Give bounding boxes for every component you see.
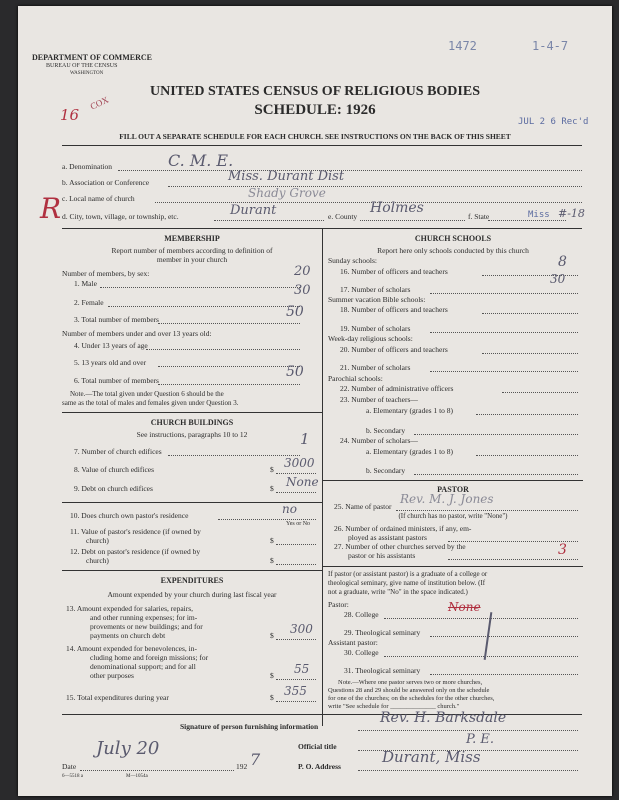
q28-value: None — [448, 600, 481, 614]
date-value: July 20 — [96, 738, 160, 759]
q27-line — [448, 559, 578, 560]
q2-label: 2. Female — [74, 298, 104, 307]
year-prefix: 192 — [236, 762, 248, 771]
stamp-code: 1-4-7 — [532, 39, 569, 53]
q24b-line — [414, 474, 578, 475]
sunday-label: Sunday schools: — [328, 256, 377, 265]
q7-line — [168, 455, 300, 456]
q15-dollar: $ — [270, 693, 274, 702]
q8-dollar: $ — [270, 465, 274, 474]
q8-value: 3000 — [284, 456, 315, 470]
q29-line — [430, 636, 578, 637]
q24a-line — [476, 455, 578, 456]
form-title: UNITED STATES CENSUS OF RELIGIOUS BODIES — [149, 84, 480, 99]
schools-rule — [323, 480, 583, 481]
expenditures-sub: Amount expended by your church during last fiscal year — [107, 590, 277, 599]
pastor-note-1: Note.—Where one pastor serves two or more churches, — [338, 679, 483, 686]
q3-line — [158, 323, 300, 324]
q30-line — [384, 656, 578, 657]
official-title-label: Official title — [298, 742, 337, 751]
local-name-line — [155, 202, 582, 203]
q1-label: 1. Male — [74, 279, 97, 288]
denomination-value: C. M. E. — [168, 151, 234, 170]
state-code: #-18 — [558, 207, 585, 220]
q3-value: 50 — [286, 304, 304, 320]
q27-value: 3 — [558, 542, 567, 558]
q8-line — [276, 473, 316, 474]
city-heading: WASHINGTON — [70, 71, 104, 76]
q20-label: 20. Number of officers and teachers — [340, 345, 448, 354]
local-name-value: Shady Grove — [248, 186, 326, 200]
q14-label-4: other purposes — [90, 671, 134, 680]
q6-label: 6. Total number of members — [74, 376, 159, 385]
grad-text-3: not a graduate, write "No" in the space indicated.) — [328, 588, 468, 596]
q4-label: 4. Under 13 years of age — [74, 341, 148, 350]
q23a-line — [476, 414, 578, 415]
q30-label: 30. College — [344, 648, 379, 657]
county-line — [360, 220, 465, 221]
form-number-1: 6—5518 a — [62, 774, 83, 779]
q14-value: 55 — [294, 662, 310, 676]
q11-dollar: $ — [270, 536, 274, 545]
header-rule — [62, 145, 582, 146]
membership-rule — [62, 412, 322, 413]
year-digit: 7 — [250, 750, 261, 769]
q19-label: 19. Number of scholars — [340, 324, 411, 333]
q31-label: 31. Theological seminary — [344, 666, 421, 675]
bureau-heading: BUREAU OF THE CENSUS — [46, 63, 118, 69]
schools-heading: CHURCH SCHOOLS — [414, 234, 492, 243]
form-number-2: M—1054a — [126, 774, 148, 779]
grad-text-1: If pastor (or assistant pastor) is a graduate of a college or — [328, 570, 488, 578]
q27-label-1: 27. Number of other churches served by the — [334, 542, 466, 551]
membership-note-1: Note.—The total given under Question 6 should be the — [70, 390, 224, 398]
pastor-note-2: Questions 28 and 29 should be answered only on the schedule — [328, 687, 490, 694]
q22-label: 22. Number of administrative officers — [340, 384, 454, 393]
city-value: Durant — [230, 203, 277, 218]
q28-line — [384, 618, 578, 619]
q13-label-3: provements or new buildings; and for — [90, 622, 203, 631]
q14-label-2: cluding home and foreign missions; for — [90, 653, 209, 662]
q16-label: 16. Number of officers and teachers — [340, 267, 448, 276]
q17-line — [430, 293, 578, 294]
membership-heading: MEMBERSHIP — [164, 234, 220, 243]
q11-line — [276, 544, 316, 545]
q20-line — [482, 353, 578, 354]
asst-label: Assistant pastor: — [328, 638, 378, 647]
q23b-label: b. Secondary — [366, 426, 406, 435]
pastor-sub-label: Pastor: — [328, 600, 349, 609]
summer-label: Summer vacation Bible schools: — [328, 295, 426, 304]
association-line — [168, 186, 582, 187]
q7-value: 1 — [300, 430, 310, 448]
q26-label-1: 26. Number of ordained ministers, if any, em- — [334, 524, 472, 533]
by-sex-label: Number of members, by sex: — [62, 269, 150, 278]
q12-label-2: church) — [86, 556, 109, 565]
q13-value: 300 — [290, 622, 313, 636]
q24-label: 24. Number of scholars— — [340, 436, 418, 445]
city-line — [214, 220, 324, 221]
pastor-heading: PASTOR — [437, 485, 469, 494]
official-title-value: P. E. — [466, 732, 494, 747]
q12-dollar: $ — [270, 556, 274, 565]
q9-dollar: $ — [270, 484, 274, 493]
state-label: f. State — [468, 212, 490, 221]
membership-intro-2: member in your church — [156, 255, 228, 264]
date-label: Date — [62, 762, 77, 771]
state-line — [488, 220, 566, 221]
q10-value: no — [282, 502, 297, 516]
weekday-label: Week-day religious schools: — [328, 334, 413, 343]
q2-line — [108, 306, 300, 307]
pastor-note-4: write "See schedule for ______________ church." — [328, 703, 460, 710]
buildings-heading: CHURCH BUILDINGS — [150, 418, 234, 427]
q25-note: (If church has no pastor, write "None") — [398, 512, 508, 520]
q14-dollar: $ — [270, 671, 274, 680]
q13-label-2: and other running expenses; for im- — [90, 613, 198, 622]
q23a-label: a. Elementary (grades 1 to 8) — [366, 406, 454, 415]
handwritten-16: 16 — [60, 106, 80, 124]
buildings-sub: See instructions, paragraphs 10 to 12 — [136, 430, 248, 439]
q14-label-1: 14. Amount expended for benevolences, in- — [66, 644, 198, 653]
q25-label: 25. Name of pastor — [334, 502, 392, 511]
q19-line — [430, 332, 578, 333]
q12-line — [276, 564, 316, 565]
q3-label: 3. Total number of members — [74, 315, 159, 324]
association-label: b. Association or Conference — [62, 178, 150, 187]
q5-label: 5. 13 years old and over — [74, 358, 147, 367]
state-value: Miss — [528, 210, 550, 220]
q28-label: 28. College — [344, 610, 379, 619]
yes-no-hint: Yes or No — [286, 521, 311, 527]
q12-label-1: 12. Debt on pastor's residence (if owned by — [70, 547, 201, 556]
column-divider — [322, 228, 323, 726]
q13-dollar: $ — [270, 631, 274, 640]
q14-label-3: denominational support; and for all — [90, 662, 196, 671]
membership-note-2: same as the total of males and females given under Question 3. — [62, 399, 239, 407]
q24a-label: a. Elementary (grades 1 to 8) — [366, 447, 454, 456]
q23b-line — [414, 434, 578, 435]
q27-label-2: pastor or his assistants — [348, 551, 416, 560]
handwritten-r: R — [40, 192, 62, 225]
buildings-rule-2 — [62, 570, 322, 571]
schools-sub: Report here only schools conducted by this church — [377, 246, 529, 255]
denomination-line — [118, 170, 582, 171]
q31-line — [430, 674, 578, 675]
q9-label: 9. Debt on church edifices — [74, 484, 153, 493]
q29-label: 29. Theological seminary — [344, 628, 421, 637]
q1-line — [100, 287, 300, 288]
q21-label: 21. Number of scholars — [340, 363, 411, 372]
q18-line — [482, 313, 578, 314]
census-schedule-page — [18, 6, 612, 796]
q5-line — [158, 366, 300, 367]
local-name-label: c. Local name of church — [62, 194, 135, 203]
q9-value: None — [286, 475, 319, 489]
form-subtitle: SCHEDULE: 1926 — [254, 102, 376, 118]
denomination-label: a. Denomination — [62, 162, 112, 171]
po-address-line — [358, 770, 578, 771]
cox-mark: COX — [88, 94, 111, 112]
q17-value: 30 — [550, 272, 566, 286]
q24b-label: b. Secondary — [366, 466, 406, 475]
q21-line — [430, 371, 578, 372]
q6-value: 50 — [286, 364, 304, 380]
membership-intro-1: Report number of members according to definition of — [111, 246, 273, 255]
expenditures-heading: EXPENDITURES — [160, 576, 224, 585]
q15-value: 355 — [284, 684, 307, 698]
q9-line — [276, 492, 316, 493]
pastor-note-3: for one of the churches; on the schedules for the other churches, — [328, 695, 495, 702]
association-value: Miss. Durant Dist — [228, 169, 345, 184]
dept-heading: DEPARTMENT OF COMMERCE — [32, 53, 153, 62]
q26-label-2: ployed as assistant pastors — [348, 533, 427, 542]
q18-label: 18. Number of officers and teachers — [340, 305, 448, 314]
q25-value: Rev. M. J. Jones — [400, 492, 494, 506]
parochial-label: Parochial schools: — [328, 374, 383, 383]
q11-label-1: 11. Value of pastor's residence (if owned by — [70, 527, 201, 536]
q4-line — [146, 349, 300, 350]
q14-line — [276, 679, 316, 680]
q25-line — [396, 510, 578, 511]
q17-label: 17. Number of scholars — [340, 285, 411, 294]
po-address-value: Durant, Miss — [382, 748, 481, 766]
q7-label: 7. Number of church edifices — [74, 447, 162, 456]
q1-value: 20 — [294, 264, 311, 279]
q13-label-1: 13. Amount expended for salaries, repairs, — [66, 604, 194, 613]
q2-value: 30 — [294, 283, 311, 298]
county-label: e. County — [328, 212, 358, 221]
q15-label: 15. Total expenditures during year — [66, 693, 169, 702]
q13-line — [276, 639, 316, 640]
q22-line — [502, 392, 578, 393]
signature-value: Rev. H. Barksdale — [380, 710, 507, 726]
city-label: d. City, town, village, or township, etc. — [62, 212, 179, 221]
q11-label-2: church) — [86, 536, 109, 545]
q16-value: 8 — [558, 254, 567, 270]
po-address-label: P. O. Address — [298, 762, 341, 771]
q13-label-4: payments on church debt — [90, 631, 166, 640]
q8-label: 8. Value of church edifices — [74, 465, 155, 474]
pastor-rule — [323, 566, 583, 567]
signature-label: Signature of person furnishing information — [180, 722, 319, 731]
q23-label: 23. Number of teachers— — [340, 395, 418, 404]
age-heading: Number of members under and over 13 years old: — [62, 329, 212, 338]
stamp-number: 1472 — [448, 39, 477, 53]
date-line — [80, 770, 234, 771]
grad-text-2: theological seminary, give name of institution below. (If — [328, 579, 486, 587]
q6-line — [158, 384, 300, 385]
received-stamp: JUL 2 6 Rec'd — [518, 117, 589, 127]
form-instruction: FILL OUT A SEPARATE SCHEDULE FOR EACH CHURCH. SEE INSTRUCTIONS ON THE BACK OF THIS SHEET — [119, 132, 511, 141]
county-value: Holmes — [370, 200, 424, 216]
q15-line — [276, 701, 316, 702]
signature-line — [358, 730, 578, 731]
q10-label: 10. Does church own pastor's residence — [70, 511, 189, 520]
